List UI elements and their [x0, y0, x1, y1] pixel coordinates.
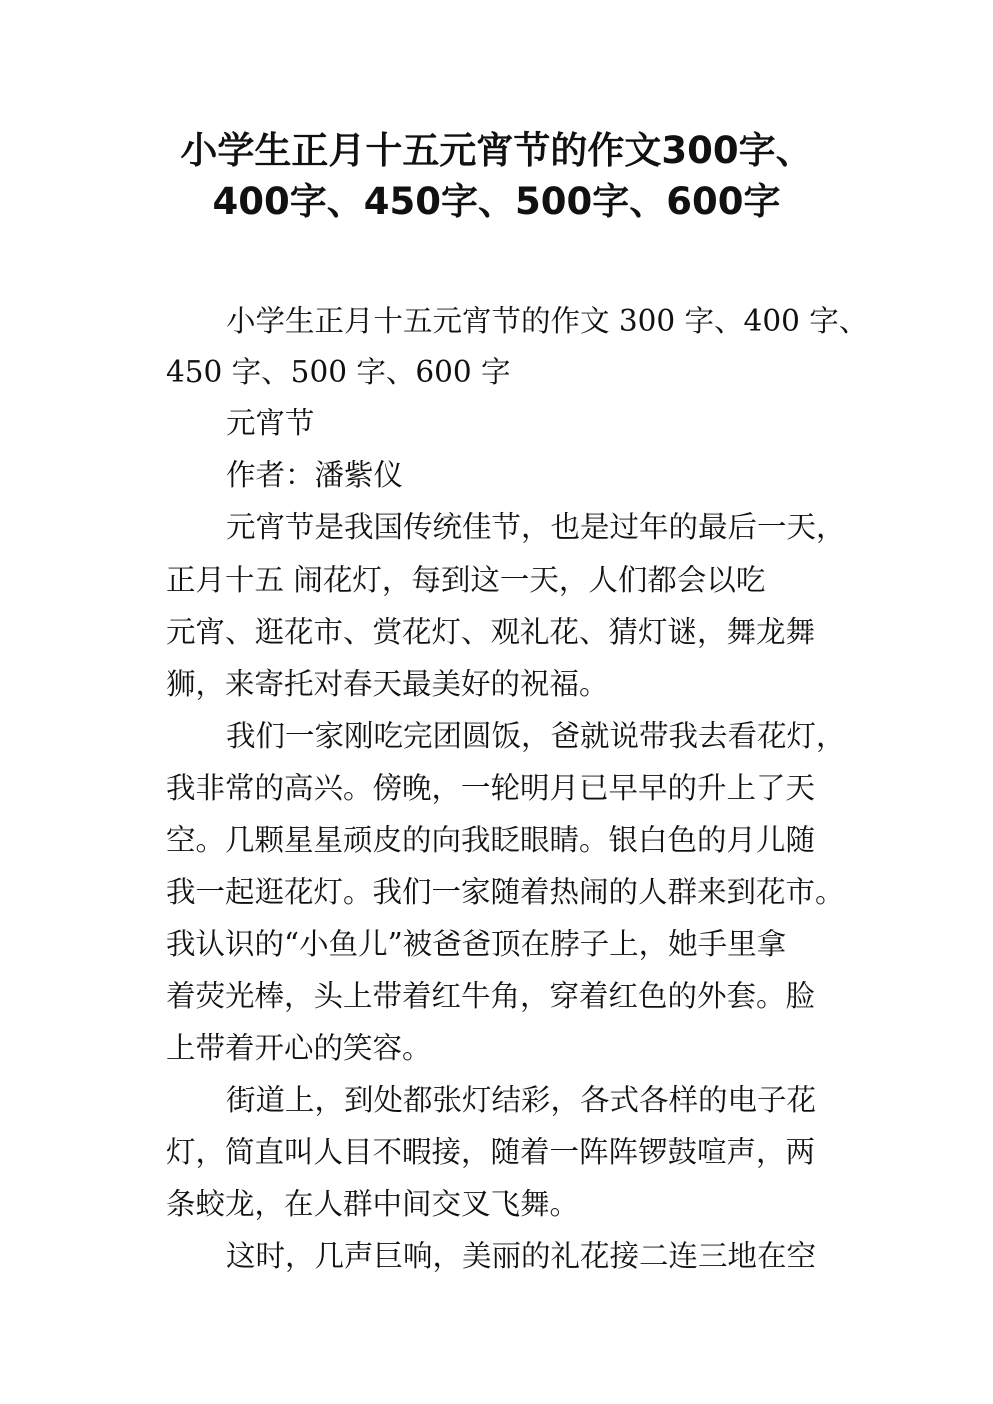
- body-line: 着荧光棒，头上带着红牛角，穿着红色的外套。脸: [166, 979, 816, 1013]
- body-line: 这时，几声巨响，美丽的礼花接二连三地在空: [226, 1239, 817, 1273]
- body-line: 我一起逛花灯。我们一家随着热闹的人群来到花市。: [166, 875, 845, 909]
- body-line: 狮，来寄托对春天最美好的祝福。: [166, 667, 609, 701]
- body-line: 元宵节是我国传统佳节，也是过年的最后一天，: [226, 510, 846, 544]
- body-line: 元宵节: [226, 406, 315, 440]
- body-line: 我认识的“小鱼儿”被爸爸顶在脖子上，她手里拿: [166, 927, 787, 961]
- body-line: 我们一家刚吃完团圆饭，爸就说带我去看花灯，: [226, 719, 846, 753]
- title-line-1: 小学生正月十五元宵节的作文300字、: [180, 129, 813, 172]
- body-line: 街道上，到处都张灯结彩，各式各样的电子花: [226, 1083, 817, 1117]
- body-line: 灯，简直叫人目不暇接，随着一阵阵锣鼓喧声，两: [166, 1135, 816, 1169]
- body-line: 元宵、逛花市、赏花灯、观礼花、猜灯谜，舞龙舞: [166, 615, 816, 649]
- body-line: 正月十五 闹花灯，每到这一天，人们都会以吃: [166, 563, 766, 597]
- body-line: 小学生正月十五元宵节的作文 300 字、400 字、: [226, 304, 869, 338]
- body-line: 450 字、500 字、600 字: [166, 355, 511, 389]
- body-line: 我非常的高兴。傍晚，一轮明月已早早的升上了天: [166, 771, 816, 805]
- title-line-2: 400字、450字、500字、600字: [212, 180, 781, 223]
- body-line: 空。几颗星星顽皮的向我眨眼睛。银白色的月儿随: [166, 823, 816, 857]
- body-line: 上带着开心的笑容。: [166, 1031, 432, 1065]
- body-line: 条蛟龙，在人群中间交叉飞舞。: [166, 1187, 580, 1221]
- body-line: 作者：潘紫仪: [226, 458, 404, 492]
